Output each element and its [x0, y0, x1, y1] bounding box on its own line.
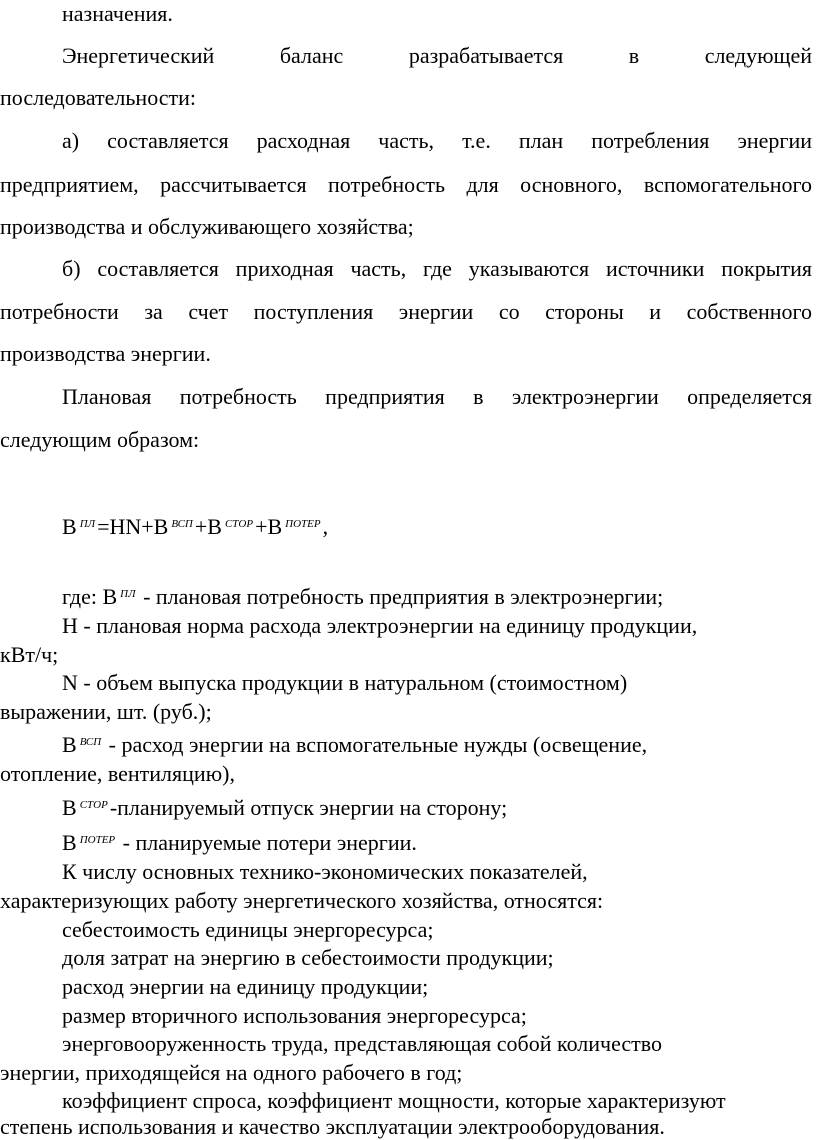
text-line: Плановая потребность предприятия в электроэнергии определяется — [62, 384, 812, 409]
formula-term: +В — [194, 514, 222, 539]
text-line: производства энергии. — [0, 341, 211, 366]
text-line: предприятием, рассчитывается потребность для основного, вспомогательного — [0, 172, 812, 197]
definition-line: отопление, вентиляцию), — [0, 761, 235, 786]
list-item: коэффициент спроса, коэффициент мощности, которые характеризуют — [62, 1088, 726, 1113]
list-item: степень использования и качество эксплуатации электрооборудования. — [0, 1114, 665, 1139]
text-line: назначения. — [62, 1, 173, 26]
definition-symbol: В — [62, 795, 77, 820]
formula — [62, 516, 816, 538]
formula-subscript: ВСП — [171, 518, 193, 530]
word: Энергетический — [62, 43, 215, 68]
list-item: себестоимость единицы энергоресурса; — [62, 917, 434, 942]
text-line — [62, 45, 812, 67]
definition-text: - планируемые потери энергии. — [122, 830, 417, 855]
definition-symbol: В — [62, 830, 77, 855]
text-line: следующим образом: — [0, 427, 200, 452]
text-line: последовательности: — [0, 85, 197, 110]
formula-term: +В — [255, 514, 283, 539]
definition-text: -планируемый отпуск энергии на сторону; — [109, 795, 508, 820]
definition-text: - плановая потребность предприятия в электроэнергии; — [143, 584, 664, 609]
word: следующей — [704, 43, 813, 68]
text-line: К числу основных технико-экономических показателей, — [62, 859, 588, 884]
formula-subscript: ПЛ — [79, 518, 96, 530]
text-line: а) составляется расходная часть, т.е. план потребления энергии — [62, 128, 812, 153]
formula-subscript: СТОР — [224, 518, 254, 530]
text-line: б) составляется приходная часть, где указываются источники покрытия — [62, 256, 812, 281]
definition-line — [62, 586, 812, 608]
definition-line: кВт/ч; — [0, 642, 59, 667]
definition-subscript: СТОР — [79, 799, 108, 811]
definition-line: N - объем выпуска продукции в натуральном (стоимостном) — [62, 670, 628, 695]
word: разрабатывается — [408, 43, 564, 68]
definition-subscript: ПЛ — [120, 588, 136, 600]
definition-subscript: ВСП — [79, 736, 102, 748]
text-line: характеризующих работу энергетического хозяйства, относятся: — [0, 888, 604, 913]
formula-subscript: ПОТЕР — [285, 518, 321, 530]
word: в — [628, 43, 640, 68]
definition-line: Н - плановая норма расхода электроэнергии на единицу продукции, — [62, 613, 698, 638]
list-item: энергии, приходящейся на одного рабочего в год; — [0, 1060, 463, 1085]
list-item: размер вторичного использования энергоресурса; — [62, 1003, 527, 1028]
formula-term: В — [62, 514, 77, 539]
definition-line: выражении, шт. (руб.); — [0, 699, 212, 724]
list-item: энерговооруженность труда, представляющая собой количество — [62, 1031, 663, 1056]
word: баланс — [279, 43, 344, 68]
definition-line — [62, 734, 812, 756]
definition-line — [62, 832, 812, 854]
text-line: потребности за счет поступления энергии со стороны и собственного — [0, 299, 812, 324]
text-line: производства и обслуживающего хозяйства; — [0, 214, 414, 239]
definition-text: - расход энергии на вспомогательные нужды (освещение, — [108, 732, 648, 757]
formula-term: , — [322, 514, 329, 539]
definition-line — [62, 797, 812, 819]
list-item: расход энергии на единицу продукции; — [62, 974, 429, 999]
list-item: доля затрат на энергию в себестоимости продукции; — [62, 945, 554, 970]
definition-symbol: В — [62, 732, 77, 757]
definition-subscript: ПОТЕР — [79, 834, 116, 846]
formula-term: =НN+В — [97, 514, 169, 539]
definition-symbol: где: В — [62, 584, 118, 609]
